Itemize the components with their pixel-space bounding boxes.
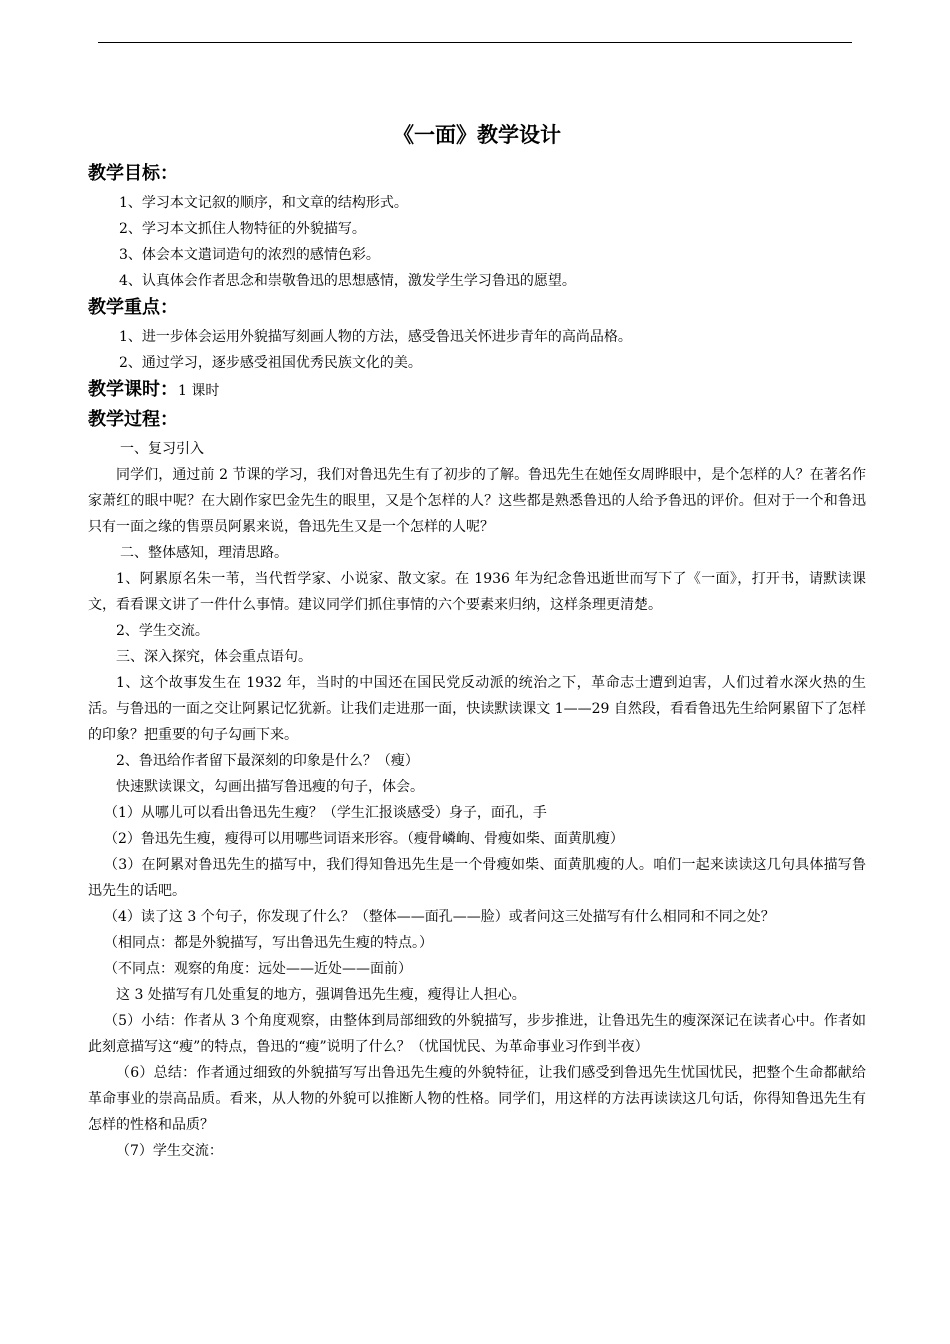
process-section-title: 一、复习引入	[120, 441, 204, 457]
objectives-heading: 教学目标：	[88, 163, 178, 184]
process-paragraph: 1、阿累原名朱一苇，当代哲学家、小说家、散文家。在 1936 年为纪念鲁迅逝世而写下了《一面》，打开书，请默读课文，看看课文讲了一件什么事情。建议同学们抓住事情的六个要素来归纳，这样条理更清楚。	[88, 571, 866, 613]
key-point-item: 2、通过学习，逐步感受祖国优秀民族文化的美。	[119, 355, 422, 371]
process-paragraph: （6）总结：作者通过细致的外貌描写写出鲁迅先生瘦的外貌特征，让我们感受到鲁迅先生忧国忧民，把整个生命都献给革命事业的崇高品质。看来，从人物的外貌可以推断人物的性格。同学们，用这样的方法再读读这几句话，你得知鲁迅先生有怎样的性格和品质？	[88, 1065, 866, 1133]
process-paragraph: （相同点：都是外貌描写，写出鲁迅先生瘦的特点。）	[104, 935, 433, 951]
objective-item: 4、认真体会作者思念和崇敬鲁迅的思想感情，激发学生学习鲁迅的愿望。	[119, 273, 576, 289]
process-paragraph: （5）小结：作者从 3 个角度观察，由整体到局部细致的外貌描写，步步推进，让鲁迅先生的瘦深深记在读者心中。作者如此刻意描写这“瘦”的特点，鲁迅的“瘦”说明了什么？（忧国忧民、为革命事业习作到半夜）	[88, 1013, 866, 1055]
duration-heading: 教学课时：	[88, 379, 178, 400]
key-point-item: 1、进一步体会运用外貌描写刻画人物的方法，感受鲁迅关怀进步青年的高尚品格。	[119, 329, 632, 345]
process-paragraph: 同学们，通过前 2 节课的学习，我们对鲁迅先生有了初步的了解。鲁迅先生在她侄女周晔眼中，是个怎样的人？在著名作家萧红的眼中呢？在大剧作家巴金先生的眼里，又是个怎样的人？这些都是熟悉鲁迅的人给予鲁迅的评价。但对于一个和鲁迅只有一面之缘的售票员阿累来说，鲁迅先生又是一个怎样的人呢？	[88, 467, 866, 535]
objective-item: 3、体会本文遣词造句的浓烈的感情色彩。	[119, 247, 380, 263]
header-rule	[98, 42, 852, 43]
process-paragraph: 这 3 处描写有几处重复的地方，强调鲁迅先生瘦，瘦得让人担心。	[116, 987, 526, 1003]
process-heading: 教学过程：	[88, 409, 178, 430]
process-paragraph: 快速默读课文，勾画出描写鲁迅瘦的句子，体会。	[116, 779, 424, 795]
process-paragraph: （1）从哪儿可以看出鲁迅先生瘦？（学生汇报谈感受）身子，面孔，手	[104, 805, 547, 821]
process-paragraph: 2、学生交流。	[116, 623, 209, 639]
process-paragraph: （7）学生交流：	[116, 1143, 223, 1159]
duration-line	[88, 376, 866, 406]
duration-value: 1 课时	[178, 383, 220, 399]
process-paragraph: 1、这个故事发生在 1932 年，当时的中国还在国民党反动派的统治之下，革命志士遭到迫害，人们过着水深火热的生活。与鲁迅的一面之交让阿累记忆犹新。让我们走进那一面，快读默读课文 1——29 自然段，看看鲁迅先生给阿累留下了怎样的印象？把重要的句子勾画下来。	[88, 675, 866, 743]
key-points-heading: 教学重点：	[88, 297, 178, 318]
document-title: 《一面》教学设计	[393, 123, 561, 147]
document-body	[88, 118, 866, 1164]
process-paragraph: （不同点：观察的角度：远处——近处——面前）	[104, 961, 412, 977]
process-section-title: 三、深入探究，体会重点语句。	[116, 649, 312, 665]
objective-item: 1、学习本文记叙的顺序，和文章的结构形式。	[119, 195, 408, 211]
objective-item: 2、学习本文抓住人物特征的外貌描写。	[119, 221, 366, 237]
process-paragraph: （2）鲁迅先生瘦，瘦得可以用哪些词语来形容。（瘦骨嶙峋、骨瘦如柴、面黄肌瘦）	[104, 831, 624, 847]
process-paragraph: （3）在阿累对鲁迅先生的描写中，我们得知鲁迅先生是一个骨瘦如柴、面黄肌瘦的人。咱们一起来读读这几句具体描写鲁迅先生的话吧。	[88, 857, 866, 899]
process-paragraph: 2、鲁迅给作者留下最深刻的印象是什么？（瘦）	[116, 753, 419, 769]
process-section-title: 二、整体感知，理清思路。	[120, 545, 288, 561]
process-paragraph: （4）读了这 3 个句子，你发现了什么？（整体——面孔——脸）或者问这三处描写有什么相同和不同之处？	[104, 909, 775, 925]
